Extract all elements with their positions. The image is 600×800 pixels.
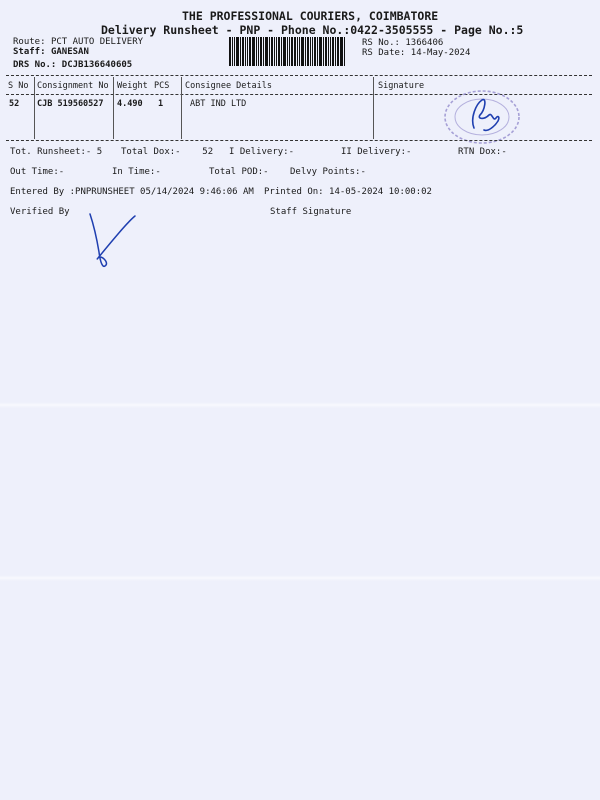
barcode-bar xyxy=(317,37,318,66)
barcode-bar xyxy=(294,37,296,66)
header-weight: Weight xyxy=(117,81,148,91)
column-divider xyxy=(113,77,114,139)
barcode-bar xyxy=(344,37,345,66)
drs-field: DRS No.: DCJB136640605 xyxy=(13,60,133,70)
paper-crease xyxy=(0,575,600,581)
column-divider xyxy=(373,77,374,139)
total-runsheet: Tot. Runsheet:- 5 xyxy=(10,147,103,157)
ii-delivery: II Delivery:- xyxy=(341,147,412,157)
table-top-rule xyxy=(6,75,592,76)
barcode-bar xyxy=(312,37,313,66)
barcode-bar xyxy=(310,37,311,66)
barcode-bar xyxy=(305,37,306,66)
header-consignment: Consignment No xyxy=(37,81,109,91)
route-field: Route: PCT AUTO DELIVERY xyxy=(13,37,144,47)
paper-crease xyxy=(0,402,600,408)
barcode-bar xyxy=(258,37,259,66)
barcode-bar xyxy=(274,37,275,66)
header-pcs: PCS xyxy=(154,81,170,91)
barcode-bar xyxy=(256,37,257,66)
barcode-bar xyxy=(314,37,316,66)
row-pcs: 1 xyxy=(158,99,164,109)
barcode-bar xyxy=(252,37,255,66)
header-consignee: Consignee Details xyxy=(185,81,272,91)
barcode-bar xyxy=(281,37,282,66)
barcode-bar xyxy=(240,37,241,66)
barcode-bar xyxy=(325,37,327,66)
column-divider xyxy=(181,77,182,139)
staff-signature-label: Staff Signature xyxy=(270,207,352,217)
barcode-bar xyxy=(319,37,322,66)
barcode-bar xyxy=(269,37,270,66)
barcode-bar xyxy=(283,37,286,66)
barcode-bar xyxy=(234,37,235,66)
out-time: Out Time:- xyxy=(10,167,65,177)
i-delivery: I Delivery:- xyxy=(229,147,295,157)
barcode-bar xyxy=(301,37,304,66)
row-sno: 52 xyxy=(9,99,20,109)
barcode-bar xyxy=(289,37,290,66)
header-signature: Signature xyxy=(378,81,425,91)
staff-field: Staff: GANESAN xyxy=(13,47,89,57)
rs-no-field: RS No.: 1366406 xyxy=(362,38,444,48)
delivery-stamp-signature xyxy=(440,88,530,146)
row-weight: 4.490 xyxy=(117,99,143,109)
barcode-bar xyxy=(287,37,288,66)
barcode-bar xyxy=(307,37,309,66)
barcode-bar xyxy=(330,37,331,66)
row-consignment: CJB 519560527 xyxy=(37,99,104,109)
runsheet-subtitle: Delivery Runsheet - PNP - Phone No.:0422-3505555 - Page No.:5 xyxy=(101,23,524,37)
header-sno: S No xyxy=(8,81,29,91)
barcode-bar xyxy=(291,37,293,66)
total-pod: Total POD:- xyxy=(209,167,269,177)
barcode-bar xyxy=(297,37,298,66)
barcode-bar xyxy=(247,37,248,66)
barcode-bar xyxy=(263,37,264,66)
entered-by: Entered By :PNPRUNSHEET 05/14/2024 9:46:06 AM xyxy=(10,187,254,197)
table-bottom-rule xyxy=(6,140,592,141)
barcode-bar xyxy=(276,37,277,66)
company-name: THE PROFESSIONAL COURIERS, COIMBATORE xyxy=(182,9,439,23)
column-divider xyxy=(34,77,35,139)
row-consignee: ABT IND LTD xyxy=(190,99,247,109)
barcode-bar xyxy=(260,37,262,66)
barcode-bar xyxy=(271,37,273,66)
barcode-bar xyxy=(265,37,268,66)
barcode-bar xyxy=(229,37,231,66)
barcode-image xyxy=(229,37,352,66)
barcode-bar xyxy=(323,37,324,66)
barcode-bar xyxy=(249,37,251,66)
barcode-bar xyxy=(245,37,246,66)
barcode-bar xyxy=(278,37,280,66)
rtn-dox: RTN Dox:- xyxy=(458,147,507,157)
barcode-bar xyxy=(340,37,343,66)
rs-date-field: RS Date: 14-May-2024 xyxy=(362,48,471,58)
in-time: In Time:- xyxy=(112,167,161,177)
barcode-bar xyxy=(299,37,300,66)
barcode-bar xyxy=(332,37,334,66)
barcode-bar xyxy=(328,37,329,66)
verified-by-label: Verified By xyxy=(10,207,70,217)
barcode-bar xyxy=(335,37,336,66)
delvy-points: Delvy Points:- xyxy=(290,167,366,177)
barcode-bar xyxy=(337,37,339,66)
verifier-signature xyxy=(80,208,150,274)
barcode-bar xyxy=(236,37,239,66)
barcode-bar xyxy=(232,37,233,66)
total-dox: Total Dox:- 52 xyxy=(121,147,214,157)
barcode-bar xyxy=(242,37,244,66)
printed-on: Printed On: 14-05-2024 10:00:02 xyxy=(264,187,432,197)
